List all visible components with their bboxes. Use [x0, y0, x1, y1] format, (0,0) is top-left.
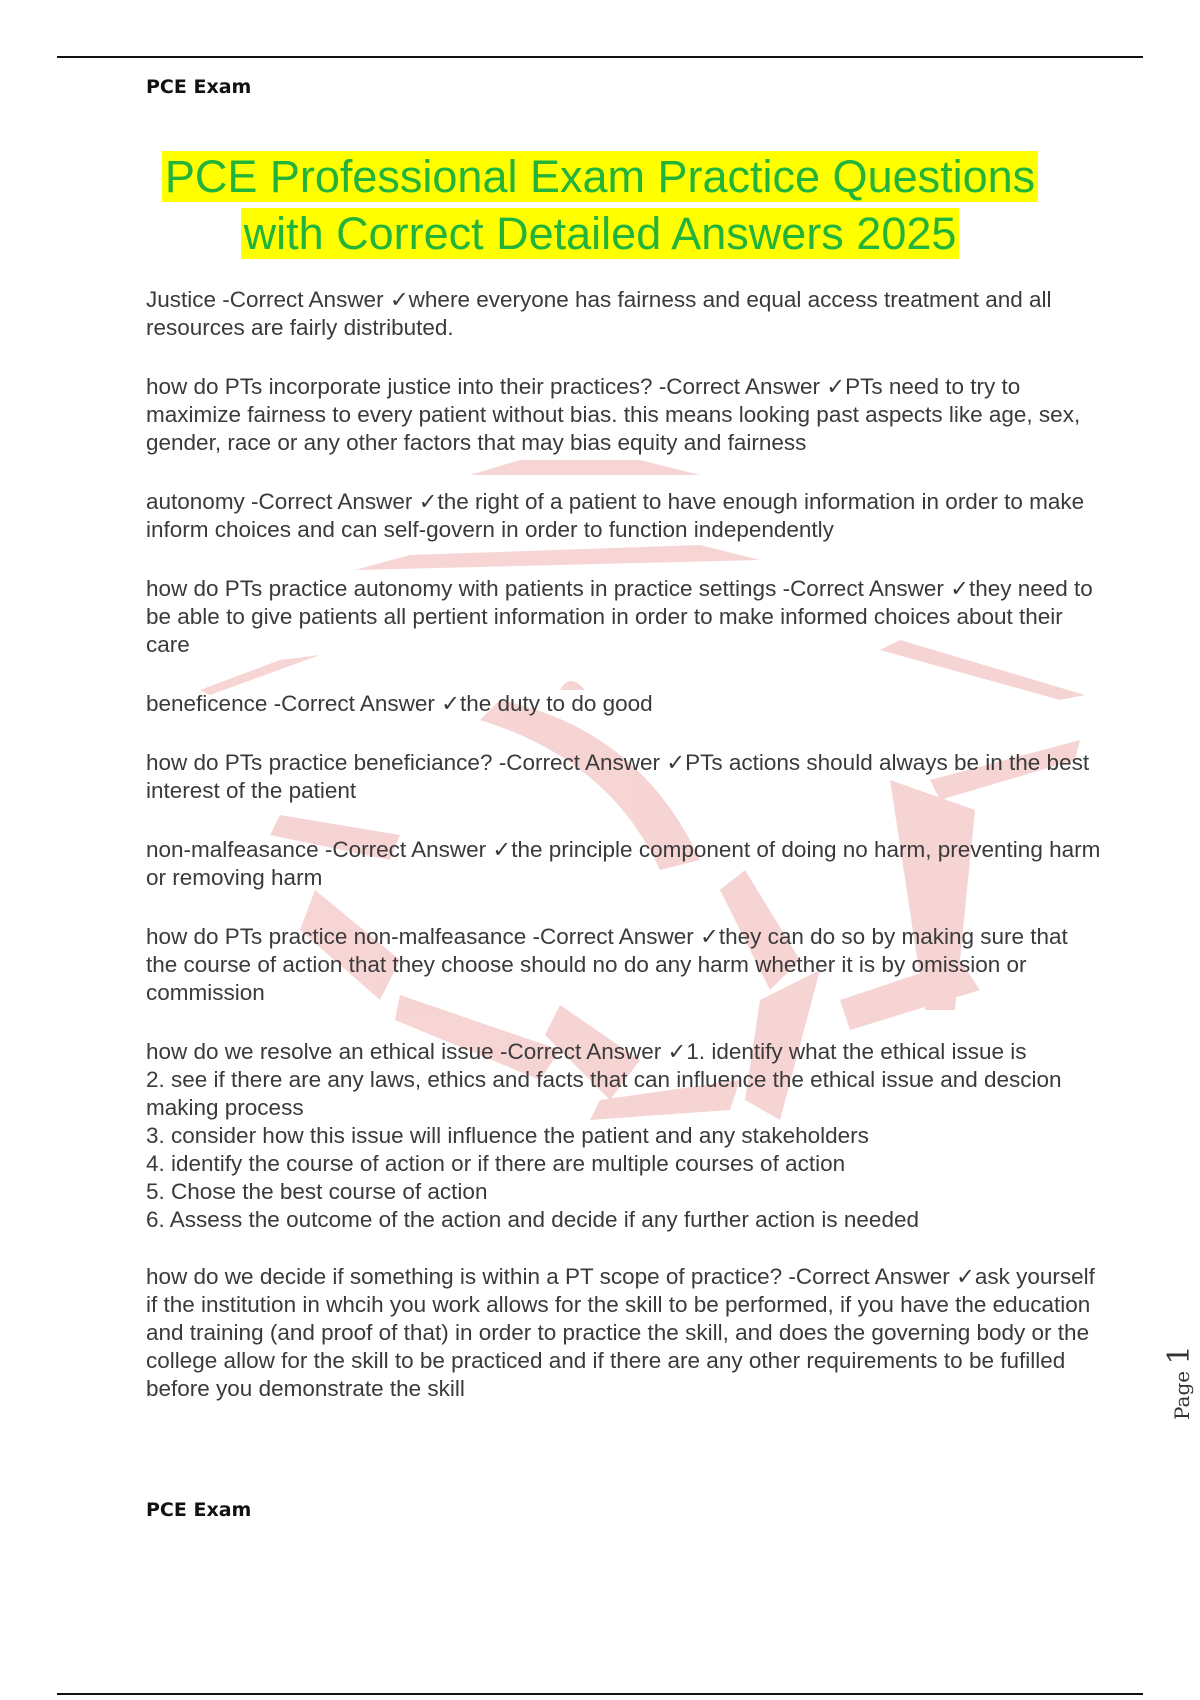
title-line-2: with Correct Detailed Answers 2025 — [241, 208, 960, 259]
ethical-issue-step: 3. consider how this issue will influence the patient and any stakeholders — [146, 1123, 869, 1148]
qa-item-non-malfeasance-practice: how do PTs practice non-malfeasance -Correct Answer ✓they can do so by making sure that the course of action that they choose should no do any harm whether it is by omission or commission — [146, 924, 1068, 1005]
qa-item-non-malfeasance: non-malfeasance -Correct Answer ✓the principle component of doing no harm, preventing harm or removing harm — [146, 837, 1101, 890]
page-number — [1162, 1345, 1197, 1420]
page-footer-label: PCE Exam — [146, 1499, 252, 1521]
ethical-issue-step: 4. identify the course of action or if there are multiple courses of action — [146, 1151, 846, 1176]
page-label: Page — [1170, 1370, 1194, 1420]
qa-item-autonomy: autonomy -Correct Answer ✓the right of a patient to have enough information in order to make inform choices and can self-govern in order to function independently — [146, 489, 1085, 542]
qa-list — [146, 286, 1101, 1434]
footer-rule — [57, 1693, 1143, 1695]
ethical-issue-step: 6. Assess the outcome of the action and decide if any further action is needed — [146, 1207, 919, 1232]
page-header-label: PCE Exam — [146, 76, 252, 98]
qa-item-autonomy-practice: how do PTs practice autonomy with patients in practice settings -Correct Answer ✓they need to be able to give patients all pertient information in order to make informed choices about their care — [146, 576, 1093, 657]
ethical-issue-step: 5. Chose the best course of action — [146, 1179, 488, 1204]
qa-item-ethical-issue — [146, 1038, 1101, 1234]
qa-item-beneficence: beneficence -Correct Answer ✓the duty to do good — [146, 691, 653, 716]
ethical-issue-question: how do we resolve an ethical issue -Correct Answer ✓1. identify what the ethical issue is — [146, 1039, 1027, 1064]
ethical-issue-step: 2. see if there are any laws, ethics and facts that can influence the ethical issue and descion making process — [146, 1067, 1062, 1120]
document-title — [100, 148, 1100, 262]
qa-item-justice: Justice -Correct Answer ✓where everyone has fairness and equal access treatment and all resources are fairly distributed. — [146, 287, 1052, 340]
qa-item-beneficence-practice: how do PTs practice beneficiance? -Correct Answer ✓PTs actions should always be in the best interest of the patient — [146, 750, 1090, 803]
title-line-1: PCE Professional Exam Practice Questions — [162, 151, 1038, 202]
page-number-value: 1 — [1162, 1345, 1197, 1365]
qa-item-scope-of-practice: how do we decide if something is within a PT scope of practice? -Correct Answer ✓ask yourself if the institution in whcih you work allows for the skill to be performed, if you have the education and training (and proof of that) in order to practice the skill, and does the governing body or the college allow for the skill to be practiced and if there are any other requirements to be fufilled before you demonstrate the skill — [146, 1264, 1095, 1401]
qa-item-justice-practice: how do PTs incorporate justice into their practices? -Correct Answer ✓PTs need to try to maximize fairness to every patient without bias. this means looking past aspects like age, sex, gender, race or any other factors that may bias equity and fairness — [146, 374, 1081, 455]
